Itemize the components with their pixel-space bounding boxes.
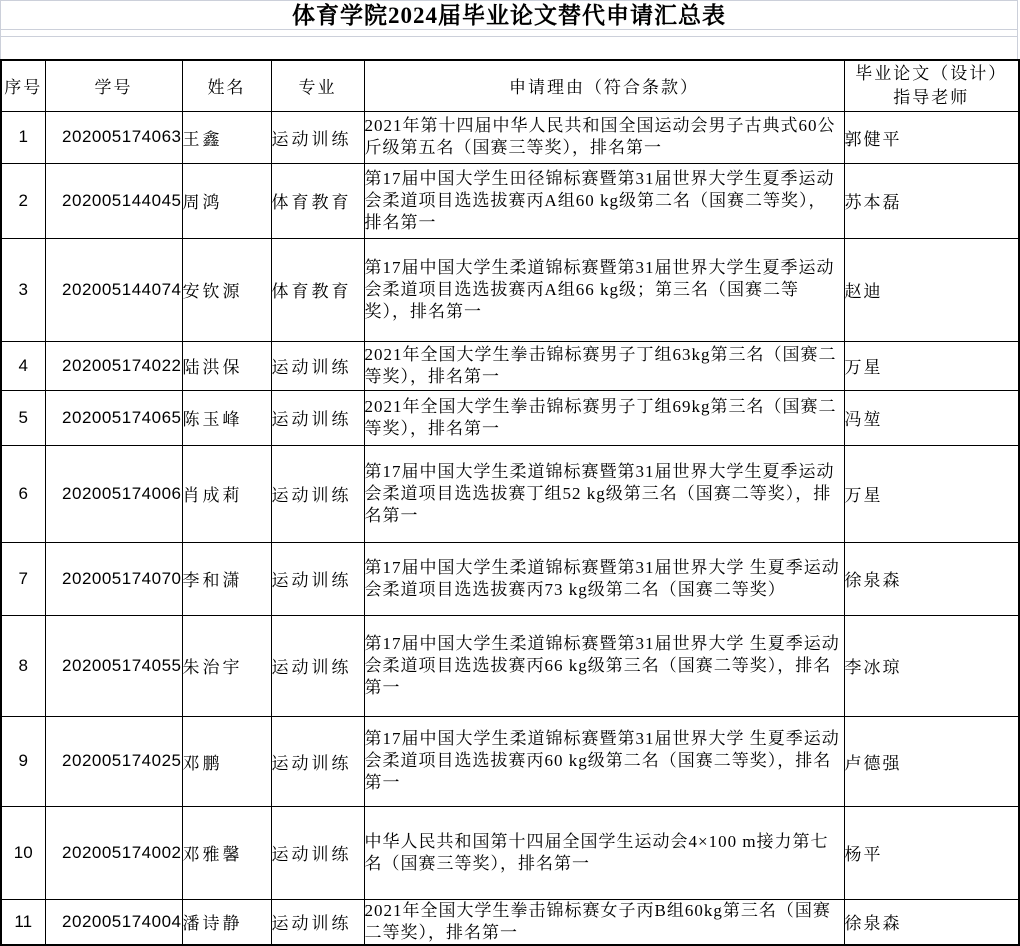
cell-advisor: 卢德强 [844, 716, 1019, 806]
cell-student-id: 202005174004 [45, 899, 182, 945]
cell-major: 运动训练 [271, 445, 364, 542]
cell-student-id: 202005174055 [45, 615, 182, 716]
col-header-advisor-line1: 毕业论文（设计） [855, 63, 1008, 83]
page-title: 体育学院2024届毕业论文替代申请汇总表 [292, 3, 726, 28]
cell-major: 运动训练 [271, 899, 364, 945]
table-row [1, 445, 1019, 542]
cell-reason: 第17届中国大学生田径锦标赛暨第31届世界大学生夏季运动会柔道项目选选拔赛丙A组60 kg级第二名（国赛二等奖），排名第一 [364, 163, 844, 238]
cell-index: 6 [1, 445, 45, 542]
cell-name: 陈玉峰 [182, 390, 271, 445]
cell-name: 肖成莉 [182, 445, 271, 542]
cell-student-id: 202005174006 [45, 445, 182, 542]
table-row [1, 341, 1019, 390]
cell-student-id: 202005144045 [45, 163, 182, 238]
cell-student-id: 202005174025 [45, 716, 182, 806]
cell-student-id: 202005174063 [45, 111, 182, 163]
summary-table [0, 59, 1020, 946]
cell-index: 4 [1, 341, 45, 390]
cell-advisor: 徐泉森 [844, 899, 1019, 945]
cell-reason: 中华人民共和国第十四届全国学生运动会4×100 m接力第七名（国赛三等奖），排名第一 [364, 806, 844, 899]
cell-reason: 2021年全国大学生拳击锦标赛男子丁组63kg第三名（国赛二等奖），排名第一 [364, 341, 844, 390]
cell-advisor: 万星 [844, 445, 1019, 542]
cell-major: 运动训练 [271, 806, 364, 899]
cell-advisor: 徐泉森 [844, 542, 1019, 615]
cell-reason: 2021年全国大学生拳击锦标赛男子丁组69kg第三名（国赛二等奖），排名第一 [364, 390, 844, 445]
cell-name: 邓鹏 [182, 716, 271, 806]
cell-student-id: 202005174070 [45, 542, 182, 615]
cell-advisor: 李冰琼 [844, 615, 1019, 716]
cell-student-id: 202005144074 [45, 238, 182, 341]
cell-index: 11 [1, 899, 45, 945]
cell-major: 运动训练 [271, 341, 364, 390]
col-header-advisor [844, 60, 1019, 111]
table-row [1, 542, 1019, 615]
cell-advisor: 冯堃 [844, 390, 1019, 445]
cell-index: 2 [1, 163, 45, 238]
header-row [1, 60, 1019, 111]
cell-major: 运动训练 [271, 390, 364, 445]
cell-major: 运动训练 [271, 615, 364, 716]
cell-advisor: 万星 [844, 341, 1019, 390]
title-block [0, 0, 1018, 30]
table-row [1, 390, 1019, 445]
cell-reason: 第17届中国大学生柔道锦标赛暨第31届世界大学生夏季运动会柔道项目选选拔赛丙A组66 kg级；第三名（国赛二等奖），排名第一 [364, 238, 844, 341]
table-row [1, 615, 1019, 716]
cell-advisor: 杨平 [844, 806, 1019, 899]
cell-advisor: 郭健平 [844, 111, 1019, 163]
cell-index: 10 [1, 806, 45, 899]
cell-student-id: 202005174002 [45, 806, 182, 899]
cell-advisor: 苏本磊 [844, 163, 1019, 238]
table-row [1, 716, 1019, 806]
table-row [1, 899, 1019, 945]
cell-major: 运动训练 [271, 542, 364, 615]
cell-name: 邓雅馨 [182, 806, 271, 899]
cell-index: 3 [1, 238, 45, 341]
col-header-index: 序号 [1, 60, 45, 111]
cell-advisor: 赵迪 [844, 238, 1019, 341]
col-header-student-id: 学号 [45, 60, 182, 111]
cell-major: 运动训练 [271, 111, 364, 163]
cell-name: 周鸿 [182, 163, 271, 238]
table-row [1, 111, 1019, 163]
cell-name: 安钦源 [182, 238, 271, 341]
cell-name: 潘诗静 [182, 899, 271, 945]
cell-name: 王鑫 [182, 111, 271, 163]
cell-student-id: 202005174065 [45, 390, 182, 445]
cell-reason: 2021年全国大学生拳击锦标赛女子丙B组60kg第三名（国赛二等奖），排名第一 [364, 899, 844, 945]
cell-name: 朱治宇 [182, 615, 271, 716]
cell-major: 体育教育 [271, 163, 364, 238]
col-header-major: 专业 [271, 60, 364, 111]
cell-index: 1 [1, 111, 45, 163]
cell-index: 7 [1, 542, 45, 615]
col-header-advisor-line2: 指导老师 [893, 87, 970, 107]
cell-student-id: 202005174022 [45, 341, 182, 390]
grid-spacer-thin [0, 30, 1018, 37]
cell-major: 体育教育 [271, 238, 364, 341]
cell-index: 8 [1, 615, 45, 716]
cell-reason: 2021年第十四届中华人民共和国全国运动会男子古典式60公斤级第五名（国赛三等奖），排名第一 [364, 111, 844, 163]
cell-name: 李和潇 [182, 542, 271, 615]
cell-reason: 第17届中国大学生柔道锦标赛暨第31届世界大学生夏季运动会柔道项目选选拔赛丁组52 kg级第三名（国赛二等奖），排名第一 [364, 445, 844, 542]
col-header-name: 姓名 [182, 60, 271, 111]
cell-reason: 第17届中国大学生柔道锦标赛暨第31届世界大学 生夏季运动会柔道项目选选拔赛丙73 kg级第二名（国赛二等奖） [364, 542, 844, 615]
table-row [1, 163, 1019, 238]
table-row [1, 238, 1019, 341]
cell-major: 运动训练 [271, 716, 364, 806]
col-header-reason: 申请理由（符合条款） [364, 60, 844, 111]
cell-index: 9 [1, 716, 45, 806]
grid-spacer [0, 37, 1018, 59]
cell-reason: 第17届中国大学生柔道锦标赛暨第31届世界大学 生夏季运动会柔道项目选选拔赛丙66 kg级第三名（国赛二等奖），排名第一 [364, 615, 844, 716]
table-row [1, 806, 1019, 899]
cell-index: 5 [1, 390, 45, 445]
cell-name: 陆洪保 [182, 341, 271, 390]
cell-reason: 第17届中国大学生柔道锦标赛暨第31届世界大学 生夏季运动会柔道项目选选拔赛丙60 kg级第二名（国赛二等奖），排名第一 [364, 716, 844, 806]
